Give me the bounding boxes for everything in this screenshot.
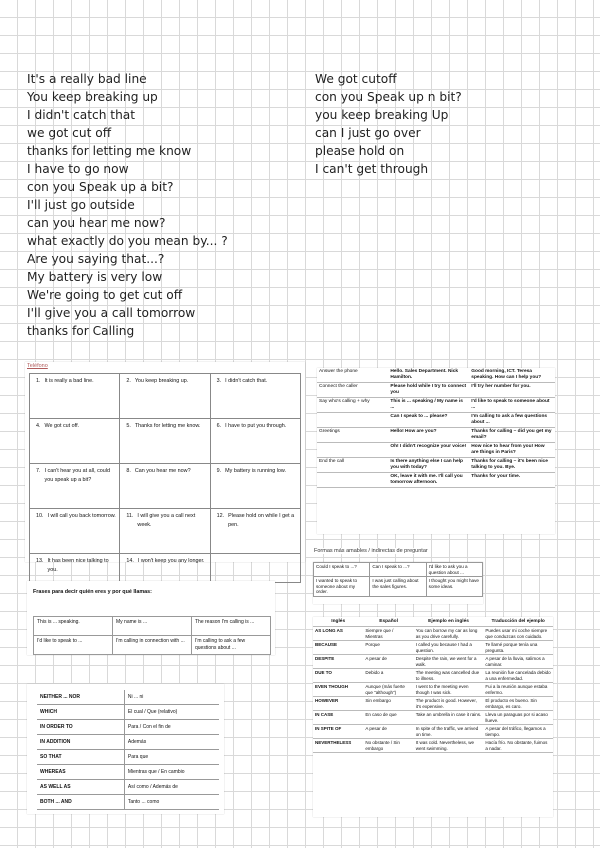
linkers-header: Español: [363, 617, 413, 627]
telefono-cell: [210, 464, 300, 509]
connector-translation: Ni ... ni: [124, 690, 219, 705]
linker-cell: En caso de que: [363, 711, 413, 725]
phrase-text: It has been nice talking to you.: [47, 558, 109, 573]
formas-title: Formas más amables / indirectas de preguntar: [314, 548, 428, 554]
telefono-grid: [29, 373, 301, 583]
telefono-row: [30, 509, 301, 554]
phrase-number: 4.: [36, 423, 41, 429]
phrase-number: 2.: [126, 378, 131, 384]
frases-cell: I'd like to speak to ...: [34, 636, 113, 655]
telefono-cell: [210, 554, 300, 583]
phrase-number: 9.: [216, 468, 222, 474]
telefono-cell: [30, 554, 120, 583]
linker-row: [313, 669, 553, 683]
note-line: I'll give you a call tomorrow: [27, 306, 196, 320]
left-notes: [27, 70, 228, 340]
answer-cell: Thanks for calling – did you get my email?: [469, 428, 555, 443]
phrase-text: I have to put you through.: [225, 423, 287, 429]
frases-cell: This is ... speaking.: [34, 617, 113, 636]
phrase: [126, 467, 206, 476]
phrase-number: 11.: [126, 513, 134, 519]
connector-term: NEITHER ... NOR: [37, 690, 124, 705]
connector-row: [37, 795, 219, 810]
linkers-header-row: [313, 617, 553, 627]
linker-cell: Porque: [363, 641, 413, 655]
connector-translation: Así como / Además de: [124, 780, 219, 795]
linkers-card: [313, 617, 553, 817]
answer-cell: Answer the phone: [317, 368, 388, 383]
connector-row: [37, 765, 219, 780]
telefono-cell: [30, 374, 120, 419]
answer-row: [317, 473, 555, 488]
connector-row: [37, 705, 219, 720]
frases-row: [34, 617, 271, 636]
answer-row: [317, 398, 555, 413]
answer-cell: I'd like to speak to someone about ...: [469, 398, 555, 413]
frases-cell: The reason I'm calling is ...: [192, 617, 271, 636]
answer-phone-card: [317, 368, 555, 534]
telefono-row: [30, 419, 301, 464]
connector-term: IN ADDITION: [37, 735, 124, 750]
linker-cell: I called you because I had a question.: [414, 641, 484, 655]
linker-cell: Lleva un paraguas por si acaso llueve.: [483, 711, 553, 725]
connector-translation: Para / Con el fin de: [124, 720, 219, 735]
note-line: I have to go now: [27, 162, 129, 176]
linkers-header: Traducción del ejemplo: [483, 617, 553, 627]
connector-term: WHICH: [37, 705, 124, 720]
phrase-number: 5.: [126, 423, 131, 429]
linker-cell: EVEN THOUGH: [313, 683, 363, 697]
telefono-cell: [120, 374, 210, 419]
answer-cell: Please hold while I try to connect you: [388, 383, 469, 398]
answer-cell: Hello! How are you?: [388, 428, 469, 443]
linker-row: [313, 739, 553, 753]
linker-cell: IN CASE: [313, 711, 363, 725]
linker-cell: You can borrow my car as long as you drive carefully.: [414, 627, 484, 641]
answer-row: [317, 458, 555, 473]
frases-title: Frases para decir quién eres y por qué llamas:: [33, 589, 152, 595]
phrase-text: I will call you back tomorrow.: [47, 513, 116, 519]
telefono-cell: [30, 509, 120, 554]
note-line: I didn't catch that: [27, 108, 136, 122]
linkers-header: Ejemplo en inglés: [414, 617, 484, 627]
linker-cell: Aunque (más fuerte que "although"): [363, 683, 413, 697]
note-line: I can't get through: [315, 162, 429, 176]
answer-cell: Hello. Sales Department. Nick Hamilton.: [388, 368, 469, 383]
linker-cell: IN SPITE OF: [313, 725, 363, 739]
telefono-cell: [210, 374, 300, 419]
linker-cell: BECAUSE: [313, 641, 363, 655]
formas-row: [314, 563, 483, 577]
linker-cell: La reunión fue cancelada debido a una enfermedad.: [483, 669, 553, 683]
answer-cell: [317, 413, 388, 428]
telefono-title: Teléfono: [27, 363, 48, 369]
formas-row: [314, 577, 483, 597]
linker-row: [313, 641, 553, 655]
frases-cell: I'm calling in connection with ...: [113, 636, 192, 655]
phrase: [217, 377, 297, 386]
linker-cell: The product is good. However, it's expensive.: [414, 697, 484, 711]
connector-term: WHEREAS: [37, 765, 124, 780]
answer-cell: Thanks for your time.: [469, 473, 555, 488]
telefono-cell: [120, 509, 210, 554]
telefono-card: [25, 362, 305, 573]
frases-cell: I'm calling to ask a few questions about ...: [192, 636, 271, 655]
connector-term: SO THAT: [37, 750, 124, 765]
linker-cell: No obstante / Sin embargo: [363, 739, 413, 753]
formas-cell: Can I speak to ...?: [370, 563, 426, 577]
phrase-number: 8.: [126, 468, 131, 474]
linker-cell: AS LONG AS: [313, 627, 363, 641]
phrase: [126, 557, 206, 566]
formas-cell: I wanted to speak to someone about my order.: [314, 577, 370, 597]
phrase-text: I can't hear you at all, could you speak up a bit?: [44, 468, 110, 483]
linker-cell: Fui a la reunión aunque estaba enfermo.: [483, 683, 553, 697]
connector-translation: El cual / Que (relativo): [124, 705, 219, 720]
answer-cell: Can I speak to ... please?: [388, 413, 469, 428]
note-line: We got cutoff: [315, 72, 397, 86]
phrase-text: My battery is running low.: [225, 468, 286, 474]
phrase-text: Thanks for letting me know.: [134, 423, 201, 429]
phrase: [126, 377, 206, 386]
connector-row: [37, 720, 219, 735]
right-notes: [315, 70, 462, 178]
phrase: [36, 422, 116, 431]
telefono-cell: [120, 419, 210, 464]
telefono-cell: [30, 464, 120, 509]
phrase-number: 14.: [126, 558, 134, 564]
linker-cell: HOWEVER: [313, 697, 363, 711]
note-line: Are you saying that...?: [27, 252, 165, 266]
connector-term: AS WELL AS: [37, 780, 124, 795]
linkers-header: Inglés: [313, 617, 363, 627]
phrase-text: We got cut off.: [44, 423, 80, 429]
note-line: what exactly do you mean by... ?: [27, 234, 228, 248]
note-line: My battery is very low: [27, 270, 163, 284]
phrase: [126, 512, 206, 530]
linker-cell: A pesar de la lluvia, salimos a caminar.: [483, 655, 553, 669]
phrase-number: 13.: [36, 558, 44, 564]
note-line: thanks for Calling: [27, 324, 135, 338]
phrase-number: 7.: [36, 468, 41, 474]
formas-cell: I'd like to ask you a question about ...: [426, 563, 482, 577]
phrase-number: 3.: [216, 378, 222, 384]
phrase: [217, 467, 297, 476]
linker-cell: DESPITE: [313, 655, 363, 669]
note-line: please hold on: [315, 144, 405, 158]
linker-cell: El producto es bueno. Sin embargo, es caro.: [483, 697, 553, 711]
answer-cell: I'll try her number for you.: [469, 383, 555, 398]
phrase: [36, 557, 116, 575]
connectors-table: [37, 690, 219, 810]
telefono-cell: [210, 419, 300, 464]
phrase: [36, 512, 116, 521]
note-line: you keep breaking Up: [315, 108, 449, 122]
phrase-text: I didn't catch that.: [225, 378, 268, 384]
linker-row: [313, 697, 553, 711]
linker-row: [313, 627, 553, 641]
answer-row: [317, 413, 555, 428]
linker-cell: A pesar del tráfico, llegamos a tiempo.: [483, 725, 553, 739]
linker-cell: In spite of the traffic, we arrived on time.: [414, 725, 484, 739]
linker-cell: Te llamé porque tenía una pregunta.: [483, 641, 553, 655]
connector-translation: Tanto ... como: [124, 795, 219, 810]
formas-cell: I was just calling about the sales figures.: [370, 577, 426, 597]
phrase-text: Can you hear me now?: [134, 468, 191, 474]
formas-card: [313, 562, 483, 604]
answer-cell: Good morning, ICT. Teresa speaking. How can I help you?: [469, 368, 555, 383]
linker-cell: NEVERTHELESS: [313, 739, 363, 753]
linker-cell: Debido a: [363, 669, 413, 683]
formas-table: [313, 562, 483, 597]
linkers-table: [313, 617, 553, 753]
answer-row: [317, 368, 555, 383]
note-line: thanks for letting me know: [27, 144, 192, 158]
formas-cell: Could I speak to ...?: [314, 563, 370, 577]
note-line: We're going to get cut off: [27, 288, 183, 302]
connector-row: [37, 690, 219, 705]
linker-cell: Hacía frío. No obstante, fuimos a nadar.: [483, 739, 553, 753]
phrase: [217, 512, 297, 530]
linker-row: [313, 725, 553, 739]
note-line: can you hear me now?: [27, 216, 166, 230]
telefono-row: [30, 374, 301, 419]
note-line: can I just go over: [315, 126, 421, 140]
linker-cell: Take an umbrella in case it rains.: [414, 711, 484, 725]
note-line: con you Speak up a bit?: [27, 180, 174, 194]
note-line: It's a really bad line: [27, 72, 147, 86]
linker-cell: Puedes usar mi coche siempre que conduzcas con cuidado.: [483, 627, 553, 641]
connector-translation: Para que: [124, 750, 219, 765]
linker-row: [313, 683, 553, 697]
connector-translation: Además: [124, 735, 219, 750]
answer-row: [317, 428, 555, 443]
frases-row: [34, 636, 271, 655]
linker-cell: The meeting was cancelled due to illness.: [414, 669, 484, 683]
answer-phone-table: [317, 368, 555, 488]
formas-cell: I thought you might have some ideas.: [426, 577, 482, 597]
connectors-card: [27, 684, 224, 814]
note-line: You keep breaking up: [27, 90, 158, 104]
linker-row: [313, 655, 553, 669]
frases-cell: My name is ...: [113, 617, 192, 636]
answer-cell: Connect the caller: [317, 383, 388, 398]
connector-term: IN ORDER TO: [37, 720, 124, 735]
answer-cell: [317, 443, 388, 458]
phrase: [126, 422, 206, 431]
telefono-cell: [120, 464, 210, 509]
phrase-number: 6.: [216, 423, 222, 429]
linker-cell: A pesar de: [363, 725, 413, 739]
linker-row: [313, 711, 553, 725]
telefono-cell: [120, 554, 210, 583]
answer-cell: End the call: [317, 458, 388, 473]
connector-translation: Mientras que / En cambio: [124, 765, 219, 780]
answer-row: [317, 443, 555, 458]
answer-cell: This is ... speaking / My name is ...: [388, 398, 469, 413]
answer-cell: How nice to hear from you! How are things in Paris?: [469, 443, 555, 458]
linker-cell: Sin embargo: [363, 697, 413, 711]
answer-cell: [317, 473, 388, 488]
linker-cell: DUE TO: [313, 669, 363, 683]
connector-row: [37, 780, 219, 795]
answer-cell: Say who's calling + why: [317, 398, 388, 413]
linker-cell: A pesar de: [363, 655, 413, 669]
linker-cell: Siempre que / Mientras: [363, 627, 413, 641]
answer-cell: Oh! I didn't recognize your voice!: [388, 443, 469, 458]
answer-cell: OK, leave it with me. I'll call you tomorrow afternoon.: [388, 473, 469, 488]
telefono-cell: [210, 509, 300, 554]
answer-cell: I'm calling to ask a few questions about ...: [469, 413, 555, 428]
telefono-row: [30, 464, 301, 509]
phrase: [36, 467, 116, 485]
frases-card: [27, 581, 275, 655]
phrase-number: 10.: [36, 513, 44, 519]
linker-cell: I went to the meeting even though I was sick.: [414, 683, 484, 697]
telefono-row: [30, 554, 301, 583]
phrase-number: 1.: [36, 378, 41, 384]
phrase-text: I won't keep you any longer.: [137, 558, 205, 564]
answer-cell: Is there anything else I can help you with today?: [388, 458, 469, 473]
phrase-text: Please hold on while I get a pen.: [228, 513, 295, 528]
answer-row: [317, 383, 555, 398]
frases-table: [33, 616, 271, 655]
connector-row: [37, 735, 219, 750]
phrase-number: 12.: [216, 513, 225, 519]
connector-term: BOTH ... AND: [37, 795, 124, 810]
connector-row: [37, 750, 219, 765]
telefono-cell: [30, 419, 120, 464]
phrase-text: You keep breaking up.: [134, 378, 189, 384]
note-line: we got cut off: [27, 126, 112, 140]
note-line: con you Speak up n bit?: [315, 90, 462, 104]
phrase-text: I will give you a call next week.: [137, 513, 196, 528]
linker-cell: It was cold. Nevertheless, we went swimming.: [414, 739, 484, 753]
linker-cell: Despite the rain, we went for a walk.: [414, 655, 484, 669]
note-line: I'll just go outside: [27, 198, 135, 212]
phrase-text: It is really a bad line.: [44, 378, 94, 384]
phrase: [36, 377, 116, 386]
answer-cell: Greetings: [317, 428, 388, 443]
phrase: [217, 422, 297, 431]
answer-cell: Thanks for calling – it's been nice talking to you. Bye.: [469, 458, 555, 473]
